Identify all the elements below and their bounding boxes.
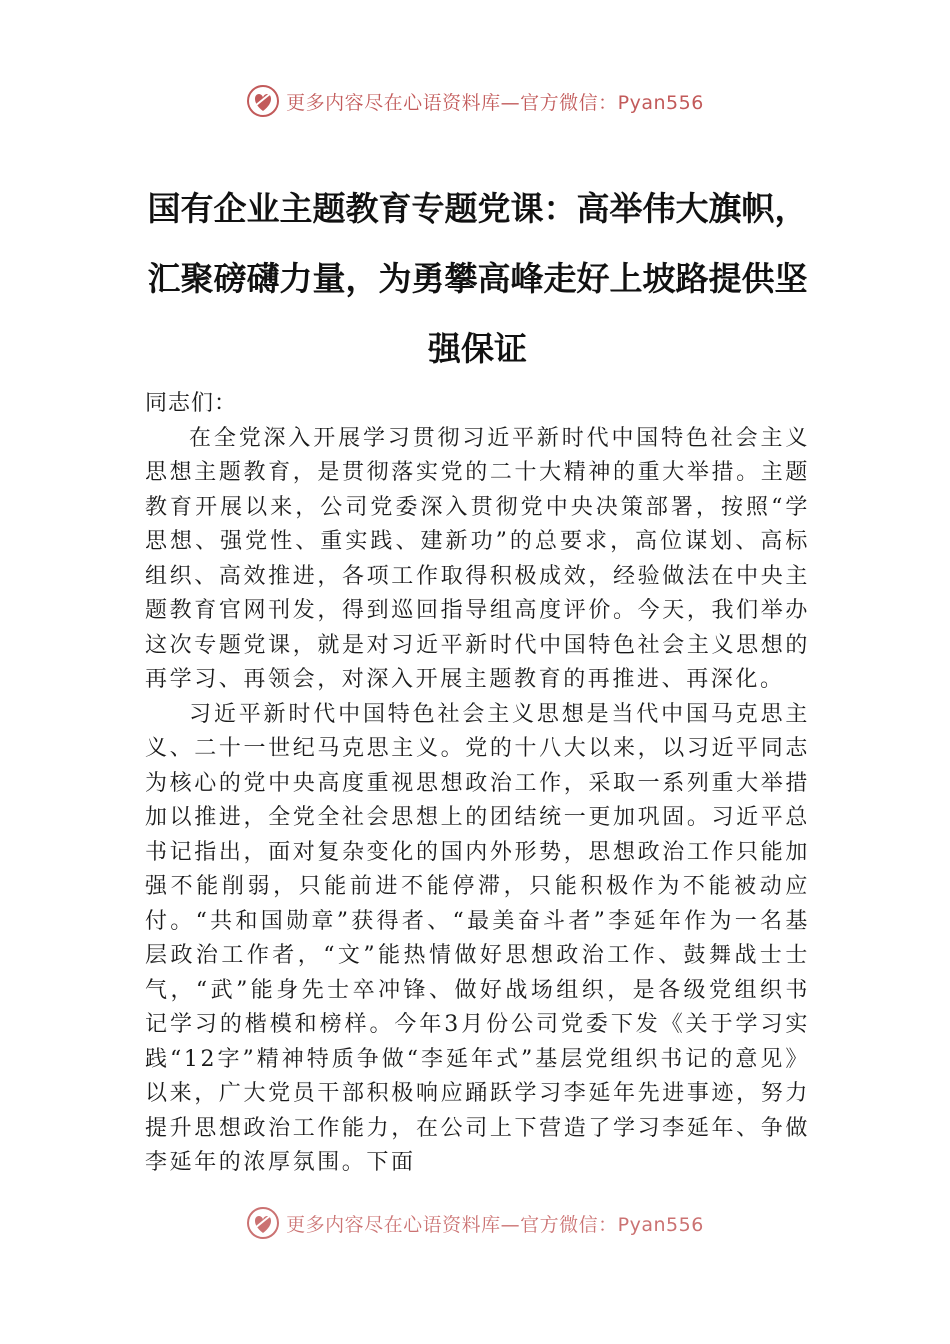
heart-logo-icon <box>246 84 280 118</box>
document-title: 国有企业主题教育专题党课：高举伟大旗帜，汇聚磅礴力量，为勇攀高峰走好上坡路提供坚强保证 <box>147 189 808 368</box>
watermark-header <box>0 84 950 118</box>
watermark-footer <box>0 1206 950 1240</box>
watermark-text: 更多内容尽在心语资料库—官方微信：Pyan556 <box>286 91 704 114</box>
greeting: 同志们： <box>145 391 238 416</box>
document-body <box>145 387 810 1181</box>
heart-logo-icon <box>246 1206 280 1240</box>
paragraph: 在全党深入开展学习贯彻习近平新时代中国特色社会主义思想主题教育，是贯彻落实党的二十大精神的重大举措。主题教育开展以来，公司党委深入贯彻党中央决策部署，按照“学思想、强党性、重实践、建新功”的总要求，高位谋划、高标组织、高效推进，各项工作取得积极成效，经验做法在中央主题教育官网刊发，得到巡回指导组高度评价。今天，我们举办这次专题党课，就是对习近平新时代中国特色社会主义思想的再学习、再领会，对深入开展主题教育的再推进、再深化。 <box>145 425 810 692</box>
paragraph: 习近平新时代中国特色社会主义思想是当代中国马克思主义、二十一世纪马克思主义。党的十八大以来，以习近平同志为核心的党中央高度重视思想政治工作，采取一系列重大举措加以推进，全党全社会思想上的团结统一更加巩固。习近平总书记指出，面对复杂变化的国内外形势，思想政治工作只能加强不能削弱，只能前进不能停滞，只能积极作为不能被动应付。“共和国勋章”获得者、“最美奋斗者”李延年作为一名基层政治工作者，“文”能热情做好思想政治工作、鼓舞战士士气，“武”能身先士卒冲锋、做好战场组织，是各级党组织书记学习的楷模和榜样。今年3月份公司党委下发《关于学习实践“12字”精神特质争做“李延年式”基层党组织书记的意见》以来，广大党员干部积极响应踊跃学习李延年先进事迹，努力提升思想政治工作能力，在公司上下营造了学习李延年、争做李延年的浓厚氛围。下面 <box>145 701 810 1175</box>
watermark-text: 更多内容尽在心语资料库—官方微信：Pyan556 <box>286 1213 704 1236</box>
